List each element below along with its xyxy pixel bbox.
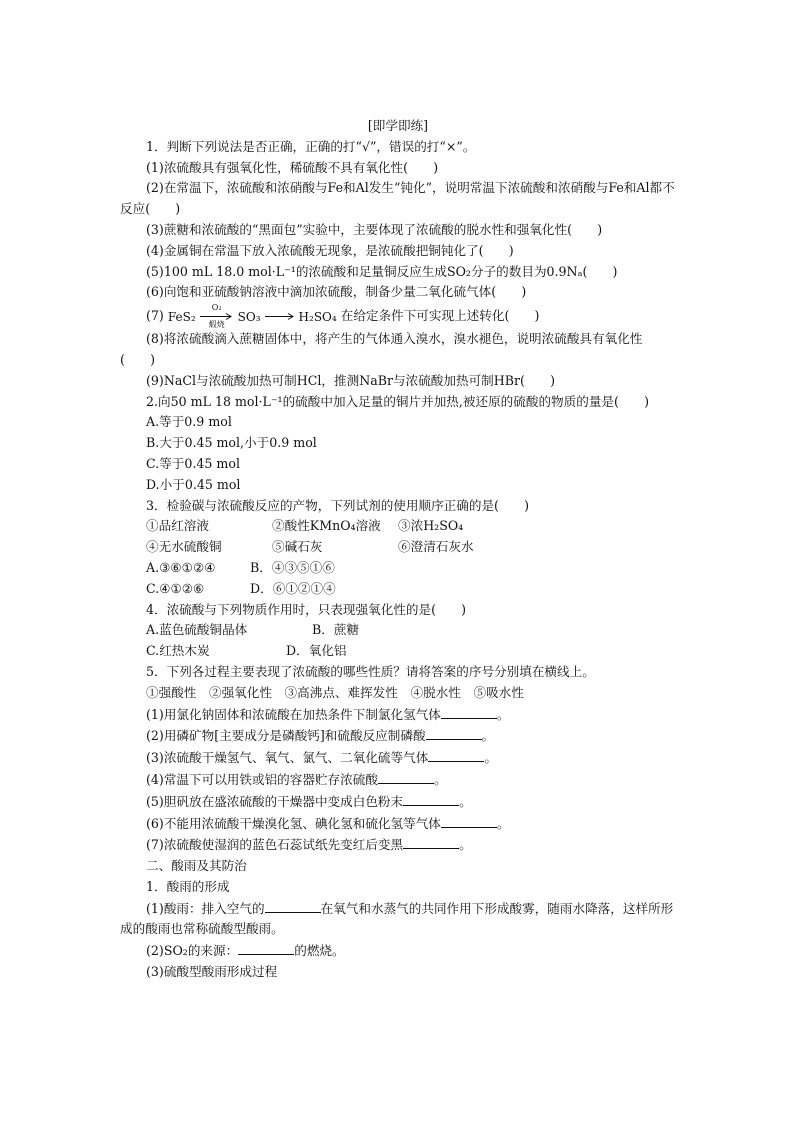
answer-blank[interactable] bbox=[378, 769, 434, 784]
answer-blank[interactable] bbox=[403, 791, 459, 806]
product-so3: SO₃ bbox=[237, 309, 261, 324]
section-2-title: 二、酸雨及其防治 bbox=[146, 858, 247, 874]
answer-blank[interactable] bbox=[403, 834, 459, 849]
answer-blank[interactable] bbox=[265, 898, 321, 913]
q4-options-cd bbox=[120, 641, 676, 662]
q4-option-d: D．氧化铝 bbox=[286, 643, 347, 659]
q1-s9: (9)NaCl与浓硫酸加热可制HCl，推测NaBr与浓硫酸加热可制HBr( ) bbox=[146, 372, 556, 388]
period: 。 bbox=[496, 706, 510, 722]
q3-reagent-6: ⑥澄清石灰水 bbox=[398, 539, 474, 555]
q1-s1: (1)浓硫酸具有强氧化性，稀硫酸不具有氧化性( ) bbox=[146, 159, 439, 175]
q5-p7 bbox=[120, 834, 676, 856]
section-header: [即学即练] bbox=[367, 118, 429, 133]
q5-p5-text: (5)胆矾放在盛浓硫酸的干燥器中变成白色粉末 bbox=[146, 793, 404, 809]
reactant-fes2: FeS₂ bbox=[167, 309, 196, 324]
answer-blank[interactable] bbox=[441, 813, 497, 828]
q3-stem: 3．检验碳与浓硫酸反应的产物，下列试剂的使用顺序正确的是( ) bbox=[146, 497, 530, 513]
period: 。 bbox=[459, 793, 472, 809]
q1-s2: (2)在常温下，浓硫酸和浓硝酸与Fe和Al发生“钝化”，说明常温下浓硫酸和浓硝酸与Fe和Al都不反应( ) bbox=[120, 180, 675, 217]
arrow-condition-bottom: 煅烧 bbox=[208, 320, 225, 330]
q5-p6-text: (6)不能用浓硫酸干燥溴化氢、碘化氢和硫化氢等气体 bbox=[146, 815, 441, 831]
period: 。 bbox=[484, 750, 497, 766]
period: 。 bbox=[459, 837, 472, 853]
so2-source-text-b: 的燃烧。 bbox=[294, 943, 345, 959]
q4-options-ab bbox=[120, 620, 676, 641]
q1-s5: (5)100 mL 18.0 mol·L⁻¹的浓硫酸和足量铜反应生成SO₂分子的数目为0.9Nₐ( ) bbox=[146, 263, 618, 279]
q2-option-a: A.等于0.9 mol bbox=[146, 414, 232, 430]
acid-rain-text-b: 在氧气和水蒸气的共同作用下形成酸雾，随雨水降落，这样所形成的酸雨也常称硫酸型酸雨。 bbox=[120, 900, 674, 937]
q4-option-c: C.红热木炭 bbox=[146, 643, 210, 659]
q5-stem: 5．下列各过程主要表现了浓硫酸的哪些性质？请将答案的序号分别填在横线上。 bbox=[146, 663, 595, 679]
q3-option-a: A.③⑥①②④ bbox=[146, 559, 216, 575]
so2-source-text-a: (2)SO₂的来源： bbox=[146, 943, 239, 959]
q3-reagent-5: ⑤碱石灰 bbox=[272, 539, 323, 555]
q4-option-b: B．蔗糖 bbox=[312, 622, 360, 638]
answer-blank[interactable] bbox=[441, 704, 497, 719]
period: 。 bbox=[433, 771, 447, 787]
q5-p2 bbox=[120, 725, 676, 747]
q1-s6: (6)向饱和亚硫酸钠溶液中滴加浓硫酸，制备少量二氧化硫气体( ) bbox=[146, 284, 527, 300]
arrow-condition-top: O₂ bbox=[211, 303, 222, 313]
q2-option-c: C.等于0.45 mol bbox=[146, 455, 240, 471]
q3-option-c: C.④①②⑥ bbox=[146, 580, 205, 596]
q3-reagents-row-1 bbox=[120, 516, 676, 537]
q3-options-ab bbox=[120, 558, 676, 579]
q5-p5 bbox=[120, 791, 676, 813]
so2-source bbox=[120, 940, 676, 962]
q1-s8: (8)将浓硫酸滴入蔗糖固体中，将产生的气体通入溴水，溴水褪色，说明浓硫酸具有氧化性( ) bbox=[120, 331, 643, 367]
q5-p6 bbox=[120, 813, 676, 835]
q3-reagent-2: ②酸性KMnO₄溶液 bbox=[272, 518, 381, 534]
arrow-right-icon bbox=[265, 312, 295, 321]
q5-p1 bbox=[120, 704, 676, 726]
q2-option-b: B.大于0.45 mol,小于0.9 mol bbox=[146, 435, 317, 451]
q5-p2-text: (2)用磷矿物[主要成分是磷酸钙]和硫酸反应制磷酸 bbox=[146, 728, 426, 744]
q4-stem: 4．浓硫酸与下列物质作用时，只表现强氧化性的是( ) bbox=[146, 601, 467, 617]
document-content bbox=[120, 116, 676, 983]
period: 。 bbox=[481, 728, 495, 744]
q1-s3: (3)蔗糖和浓硫酸的“黑面包”实验中，主要体现了浓硫酸的脱水性和强氧化性( ) bbox=[146, 221, 603, 237]
q3-option-d: D．⑥①②①④ bbox=[250, 580, 336, 596]
q1-s7-suffix: 在给定条件下可实现上述转化( ) bbox=[340, 308, 540, 324]
q5-p1-text: (1)用氯化钠固体和浓硫酸在加热条件下制氯化氢气体 bbox=[146, 706, 441, 722]
q5-p7-text: (7)浓硫酸使湿润的蓝色石蕊试纸先变红后变黑 bbox=[146, 837, 404, 853]
q5-options: ①强酸性 ②强氧化性 ③高沸点、难挥发性 ④脱水性 ⑤吸水性 bbox=[146, 684, 524, 700]
answer-blank[interactable] bbox=[238, 940, 294, 955]
q3-options-cd bbox=[120, 579, 676, 600]
period: 。 bbox=[496, 815, 510, 831]
q5-p3 bbox=[120, 747, 676, 769]
product-h2so4: H₂SO₄ bbox=[298, 309, 337, 324]
reaction-arrow-1 bbox=[200, 304, 234, 329]
q3-reagent-4: ④无水硫酸铜 bbox=[146, 539, 222, 555]
q3-option-b: B．④③⑤①⑥ bbox=[250, 559, 335, 575]
q5-p4 bbox=[120, 769, 676, 791]
q1-s4: (4)金属铜在常温下放入浓硫酸无现象，是浓硫酸把铜钝化了( ) bbox=[146, 242, 514, 258]
q1-stem: 1．判断下列说法是否正确，正确的打“√”，错误的打“×”。 bbox=[146, 138, 476, 154]
q3-reagent-3: ③浓H₂SO₄ bbox=[398, 518, 464, 534]
q5-p3-text: (3)浓硫酸干燥氢气、氧气、氯气、二氧化硫等气体 bbox=[146, 750, 429, 766]
q1-s7 bbox=[120, 303, 676, 329]
acid-rain-definition bbox=[120, 898, 676, 941]
reaction-scheme bbox=[167, 303, 337, 330]
answer-blank[interactable] bbox=[428, 747, 484, 762]
q1-s7-prefix: (7) bbox=[146, 308, 164, 324]
acid-rain-text-a: (1)酸雨：排入空气的 bbox=[146, 900, 265, 916]
q5-p4-text: (4)常温下可以用铁或铝的容器贮存浓硫酸 bbox=[146, 771, 378, 787]
section-2-sub1: 1．酸雨的形成 bbox=[146, 878, 230, 894]
q2-option-d: D.小于0.45 mol bbox=[146, 476, 241, 492]
acid-rain-process: (3)硫酸型酸雨形成过程 bbox=[146, 964, 278, 980]
q3-reagents-row-2 bbox=[120, 537, 676, 558]
q2-stem: 2.向50 mL 18 mol·L⁻¹的硫酸中加入足量的铜片并加热,被还原的硫酸的物质的量是( ) bbox=[146, 393, 650, 409]
q3-reagent-1: ①品红溶液 bbox=[146, 518, 209, 534]
q4-option-a: A.蓝色硫酸铜晶体 bbox=[146, 622, 248, 638]
answer-blank[interactable] bbox=[426, 725, 482, 740]
